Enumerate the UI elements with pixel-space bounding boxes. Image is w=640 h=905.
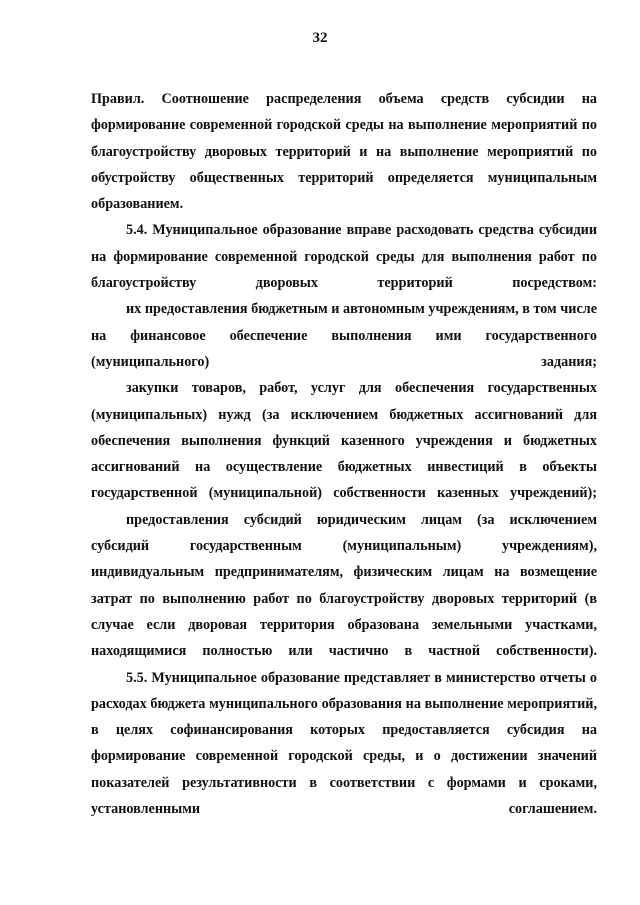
text-line: образованием. bbox=[91, 196, 184, 213]
paragraph-budget-institutions bbox=[91, 296, 597, 375]
text-line: затрат по выполнению работ по благоустройству дворовых территорий bbox=[91, 590, 578, 607]
text-line: в целях софинансирования которых предоставляется субсидия на bbox=[91, 722, 597, 739]
text-line: обустройству общественных территорий определяется муниципальным bbox=[91, 169, 597, 186]
document-body bbox=[91, 86, 597, 822]
text-line: находящимися полностью или частично в частной собственности). bbox=[91, 643, 597, 660]
text-line: расходах бюджета муниципального образования на выполнение мероприятий, bbox=[91, 695, 597, 712]
text-line: благоустройству дворовых территорий и на выполнение мероприятий по bbox=[91, 143, 597, 160]
page-number: 32 bbox=[312, 30, 328, 46]
text-line: числе на финансовое обеспечение выполнения ими государственного bbox=[91, 301, 598, 344]
text-line: предоставления субсидий юридическим лицам (за исключением bbox=[126, 511, 597, 528]
text-line: установленными соглашением. bbox=[91, 801, 597, 818]
text-line: (муниципального) задания; bbox=[91, 353, 597, 370]
text-line: ассигнований на осуществление бюджетных инвестиций в объекты bbox=[91, 459, 597, 476]
text-line: формирование современной городской среды, и о достижении значений bbox=[91, 748, 597, 765]
text-line: показателей результативности в соответствии с формами и сроками, bbox=[91, 774, 597, 791]
text-line: Правил. Соотношение распределения объема средств субсидии на bbox=[91, 91, 597, 107]
text-line: индивидуальным предпринимателям, физическим лицам на возмещение bbox=[91, 564, 597, 581]
paragraph-rules-ratio bbox=[91, 86, 597, 217]
text-line: субсидий государственным (муниципальным) учреждениям), bbox=[91, 538, 597, 555]
text-line: (в случае если дворовая территория образована земельными участками, bbox=[91, 590, 597, 633]
text-line: 5.4. Муниципальное образование вправе расходовать средства субсидии bbox=[126, 222, 597, 239]
text-line: на формирование современной городской среды для выполнения работ по bbox=[91, 248, 597, 265]
text-line: обеспечения выполнения функций казенного учреждения и бюджетных bbox=[91, 432, 597, 449]
paragraph-5-5 bbox=[91, 665, 597, 823]
text-line: благоустройству дворовых территорий посредством: bbox=[91, 275, 597, 292]
text-line: закупки товаров, работ, услуг для обеспечения государственных bbox=[126, 380, 597, 397]
paragraph-5-4 bbox=[91, 217, 597, 296]
text-line: формирование современной городской среды на выполнение мероприятий по bbox=[91, 117, 597, 134]
text-line: (муниципальных) нужд (за исключением бюджетных ассигнований для bbox=[91, 406, 597, 423]
text-line: их предоставления бюджетным и автономным учреждениям, в том bbox=[126, 301, 557, 318]
text-line: 5.5. Муниципальное образование представляет в министерство отчеты о bbox=[126, 669, 597, 686]
text-line: государственной (муниципальной) собственности казенных учреждений); bbox=[91, 485, 597, 502]
paragraph-procurement bbox=[91, 375, 597, 506]
paragraph-subsidies bbox=[91, 507, 597, 665]
